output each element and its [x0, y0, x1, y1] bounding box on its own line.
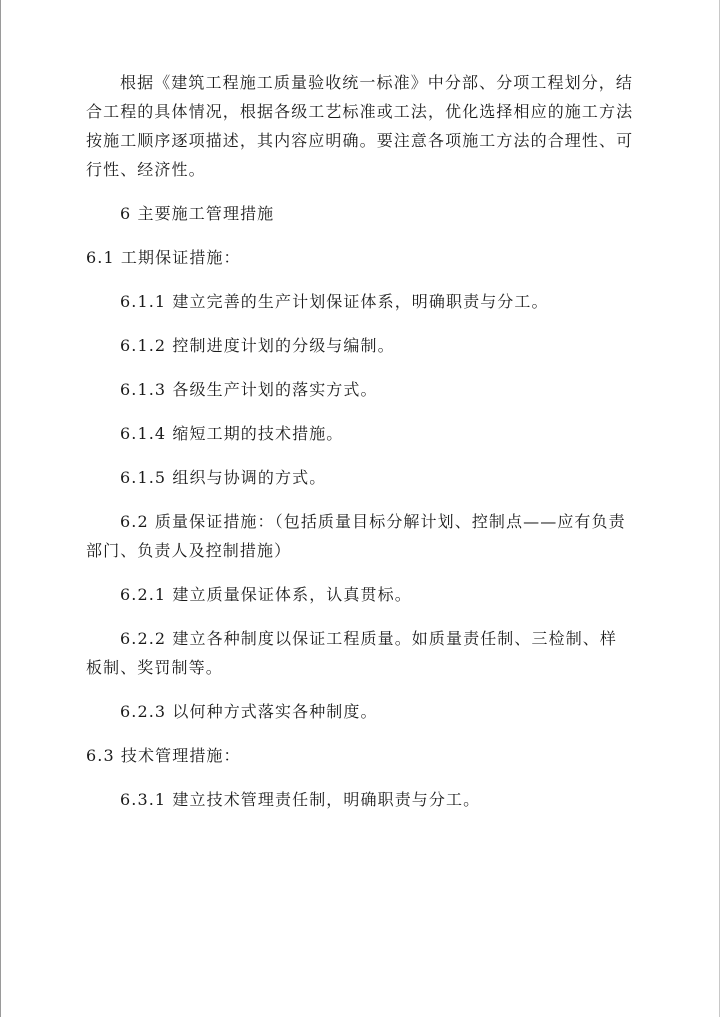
item-6-1-3: 6.1.3 各级生产计划的落实方式。 [120, 380, 378, 399]
intro-paragraph: 根据《建筑工程施工质量验收统一标准》中分部、分项工程划分，结合工程的具体情况，根据各级工艺标准或工法，优化选择相应的施工方法按施工顺序逐项描述，其内容应明确。要注意各项施工方法的合理性、可行性、经济性。 [86, 73, 634, 179]
item-6-1-5: 6.1.5 组织与协调的方式。 [120, 468, 327, 487]
item-6-1-1: 6.1.1 建立完善的生产计划保证体系，明确职责与分工。 [120, 292, 549, 311]
page-edge-left [0, 0, 1, 1017]
section-6-title: 6 主要施工管理措施 [120, 204, 275, 223]
item-6-2-2: 6.2.2 建立各种制度以保证工程质量。如质量责任制、三检制、样板制、奖罚制等。 [86, 629, 617, 677]
section-6-2-title: 6.2 质量保证措施：（包括质量目标分解计划、控制点——应有负责部门、负责人及控制措施） [86, 512, 626, 560]
document-body [86, 68, 634, 829]
item-6-2-3: 6.2.3 以何种方式落实各种制度。 [120, 702, 378, 721]
item-6-2-1: 6.2.1 建立质量保证体系，认真贯标。 [120, 585, 412, 604]
section-6-3-title: 6.3 技术管理措施： [86, 746, 241, 765]
section-6-1-title: 6.1 工期保证措施： [86, 248, 241, 267]
item-6-1-2: 6.1.2 控制进度计划的分级与编制。 [120, 336, 395, 355]
item-6-3-1: 6.3.1 建立技术管理责任制，明确职责与分工。 [120, 790, 481, 809]
item-6-1-4: 6.1.4 缩短工期的技术措施。 [120, 424, 344, 443]
